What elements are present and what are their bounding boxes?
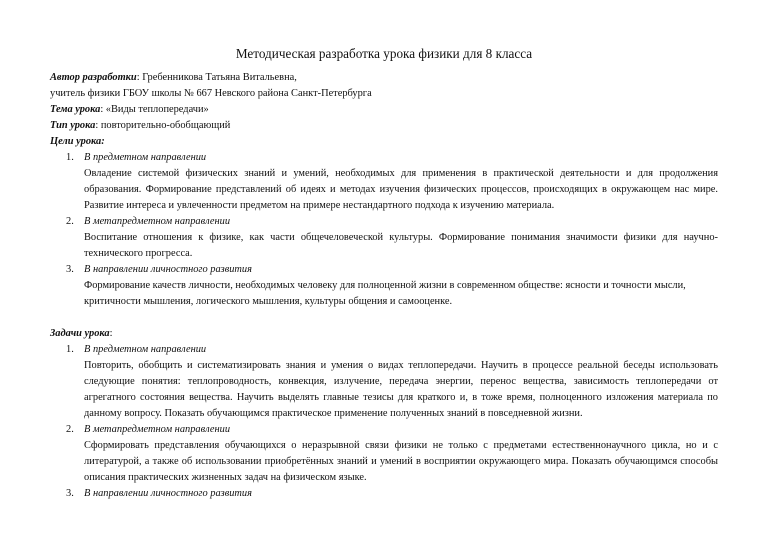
author-value: : Гребенникова Татьяна Витальевна, xyxy=(136,72,297,83)
task-number: 1. xyxy=(66,344,74,355)
goal-text: Овладение системой физических знаний и умений, необходимых для применения в практической деятельности и для продолжения образования. Формирование представлений об идеях и методах изучения физических процессов, происходящих в окружающем нас мире. Развитие интереса и увлеченности предметом на примере нестандартного подхода к изучению материала. xyxy=(84,168,718,211)
goal-heading: В метапредметном направлении xyxy=(84,216,231,227)
lesson-type-value: : повторительно-обобщающий xyxy=(95,120,231,131)
goal-item xyxy=(50,214,718,262)
goal-number: 2. xyxy=(66,216,74,227)
goals-heading: Цели урока: xyxy=(50,136,105,147)
task-item xyxy=(50,422,718,486)
lesson-type-label: Тип урока xyxy=(50,120,96,131)
document-title: Методическая разработка урока физики для 8 класса xyxy=(235,46,533,61)
author-line xyxy=(50,70,718,86)
task-number: 2. xyxy=(66,424,74,435)
document-content xyxy=(50,70,718,502)
goal-text: Воспитание отношения к физике, как части общечеловеческой культуры. Формирование понимания значимости физики для научно-технического прогресса. xyxy=(84,232,718,259)
lesson-type-line xyxy=(50,118,718,134)
goal-number: 3. xyxy=(66,264,74,275)
task-item xyxy=(50,342,718,422)
tasks-heading-colon: : xyxy=(109,328,113,339)
paragraph-spacer xyxy=(50,310,718,326)
goal-heading: В предметном направлении xyxy=(84,152,207,163)
task-heading: В метапредметном направлении xyxy=(84,424,231,435)
goal-item xyxy=(50,262,718,310)
tasks-heading: Задачи урока xyxy=(50,328,110,339)
task-text: Повторить, обобщить и систематизировать знания и умения о видах теплопередачи. Научить в процессе реальной беседы использовать следующие понятия: теплопроводность, конвекция, излучение, передача энергии, перенос вещества, зависимость теплопередачи от агрегатного состояния вещества. Научить выделять главные тезисы для краткого и, в тоже время, полноценного изложения материала по данному вопросу. Показать обучающимся практическое применение полученных знаний в повседневной жизни. xyxy=(84,360,718,419)
goal-text: Формирование качеств личности, необходимых человеку для полноценной жизни в современном обществе: ясности и точности мысли, критичности мышления, логического мышления, культуры общения и самооценке. xyxy=(84,280,686,307)
goal-heading: В направлении личностного развития xyxy=(84,264,252,275)
goal-item xyxy=(50,150,718,214)
task-number: 3. xyxy=(66,488,74,499)
topic-label: Тема урока xyxy=(50,104,101,115)
topic-value: : «Виды теплопередачи» xyxy=(100,104,209,115)
tasks-heading-line xyxy=(50,326,718,342)
author-position: учитель физики ГБОУ школы № 667 Невского района Санкт-Петербурга xyxy=(50,88,372,99)
task-heading: В направлении личностного развития xyxy=(84,488,252,499)
task-item xyxy=(50,486,718,502)
task-text: Сформировать представления обучающихся о неразрывной связи физики не только с предметами естественнонаучного цикла, но и с литературой, а также об использовании приобретённых знаний и умений в восприятии окружающего мира. Показать обучающимся способы описания практических жизненных задач на физическом языке. xyxy=(84,440,718,483)
topic-line xyxy=(50,102,718,118)
goal-number: 1. xyxy=(66,152,74,163)
author-label: Автор разработки xyxy=(50,72,137,83)
task-heading: В предметном направлении xyxy=(84,344,207,355)
